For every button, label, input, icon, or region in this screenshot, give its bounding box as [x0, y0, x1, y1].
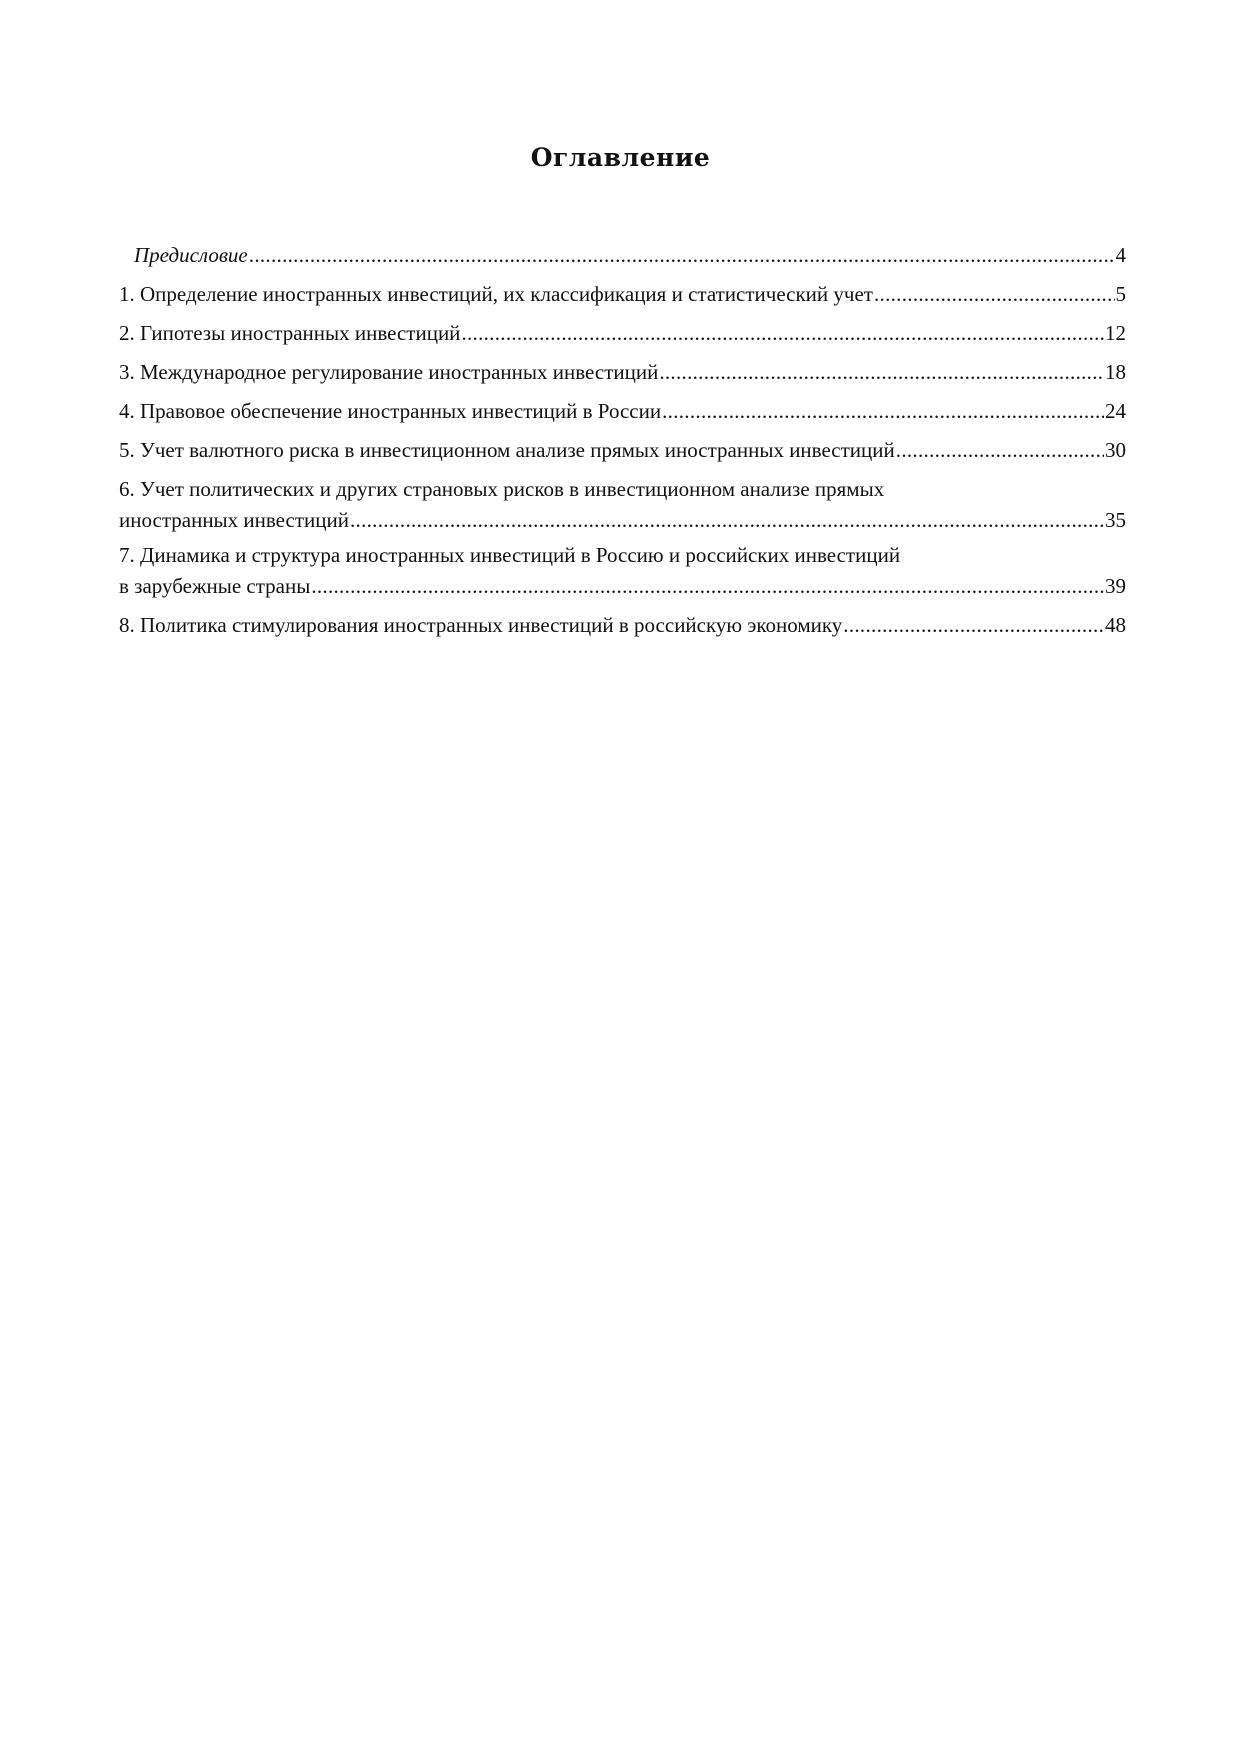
toc-entry-3[interactable] — [119, 353, 1126, 392]
toc-dot-leader — [843, 606, 1104, 645]
table-of-contents — [119, 236, 1126, 645]
toc-entry-label: 7. Динамика и структура иностранных инвестиций в Россию и российских инвестиций — [119, 543, 901, 567]
toc-line — [119, 505, 1126, 536]
page-title: Оглавление — [530, 143, 711, 172]
toc-page-number: 12 — [1105, 321, 1126, 345]
toc-dot-leader — [896, 431, 1104, 470]
toc-entry-1[interactable] — [119, 275, 1126, 314]
toc-entry-label: 5. Учет валютного риска в инвестиционном анализе прямых иностранных инвестиций — [119, 438, 895, 462]
toc-line — [119, 314, 1126, 353]
toc-page-number: 24 — [1105, 399, 1126, 423]
toc-entry-label: 6. Учет политических и других страновых рисков в инвестиционном анализе прямых — [119, 477, 885, 501]
toc-dot-leader — [874, 275, 1115, 314]
toc-entry-label: 2. Гипотезы иностранных инвестиций — [119, 321, 461, 345]
toc-line — [119, 392, 1126, 431]
toc-page-number: 35 — [1105, 508, 1126, 532]
toc-page-number: 39 — [1105, 574, 1126, 598]
toc-entry-label: 1. Определение иностранных инвестиций, их классификация и статистический учет — [119, 282, 873, 306]
toc-entry-label: 3. Международное регулирование иностранных инвестиций — [119, 360, 659, 384]
toc-entry-label: 8. Политика стимулирования иностранных инвестиций в российскую экономику — [119, 613, 843, 637]
toc-entry-label-continued: иностранных инвестиций — [119, 508, 349, 532]
toc-dot-leader — [249, 236, 1115, 275]
toc-page-number: 5 — [1115, 282, 1126, 306]
toc-line — [119, 571, 1126, 602]
toc-dot-leader — [461, 314, 1104, 353]
toc-entry-label-continued: в зарубежные страны — [119, 574, 311, 598]
toc-page-number: 30 — [1105, 438, 1126, 462]
toc-page-number: 18 — [1105, 360, 1126, 384]
toc-page-number: 48 — [1105, 613, 1126, 637]
toc-entry-5[interactable] — [119, 431, 1126, 470]
toc-entry-2[interactable] — [119, 314, 1126, 353]
toc-entry-label: Предисловие — [134, 243, 248, 267]
toc-dot-leader — [659, 353, 1104, 392]
toc-line — [119, 236, 1126, 275]
toc-line — [119, 606, 1126, 645]
toc-dot-leader — [662, 392, 1104, 431]
toc-line — [119, 474, 1126, 505]
toc-entry-4[interactable] — [119, 392, 1126, 431]
toc-entry-8[interactable] — [119, 606, 1126, 645]
toc-entry-label: 4. Правовое обеспечение иностранных инвестиций в России — [119, 399, 662, 423]
toc-entry-7[interactable] — [119, 540, 1126, 602]
toc-dot-leader — [311, 571, 1104, 602]
toc-line — [119, 540, 1126, 571]
toc-dot-leader — [350, 505, 1104, 536]
toc-line — [119, 431, 1126, 470]
toc-line — [119, 275, 1126, 314]
toc-line — [119, 353, 1126, 392]
toc-entry-preface[interactable] — [119, 236, 1126, 275]
toc-entry-6[interactable] — [119, 474, 1126, 536]
toc-page-number: 4 — [1115, 243, 1126, 267]
